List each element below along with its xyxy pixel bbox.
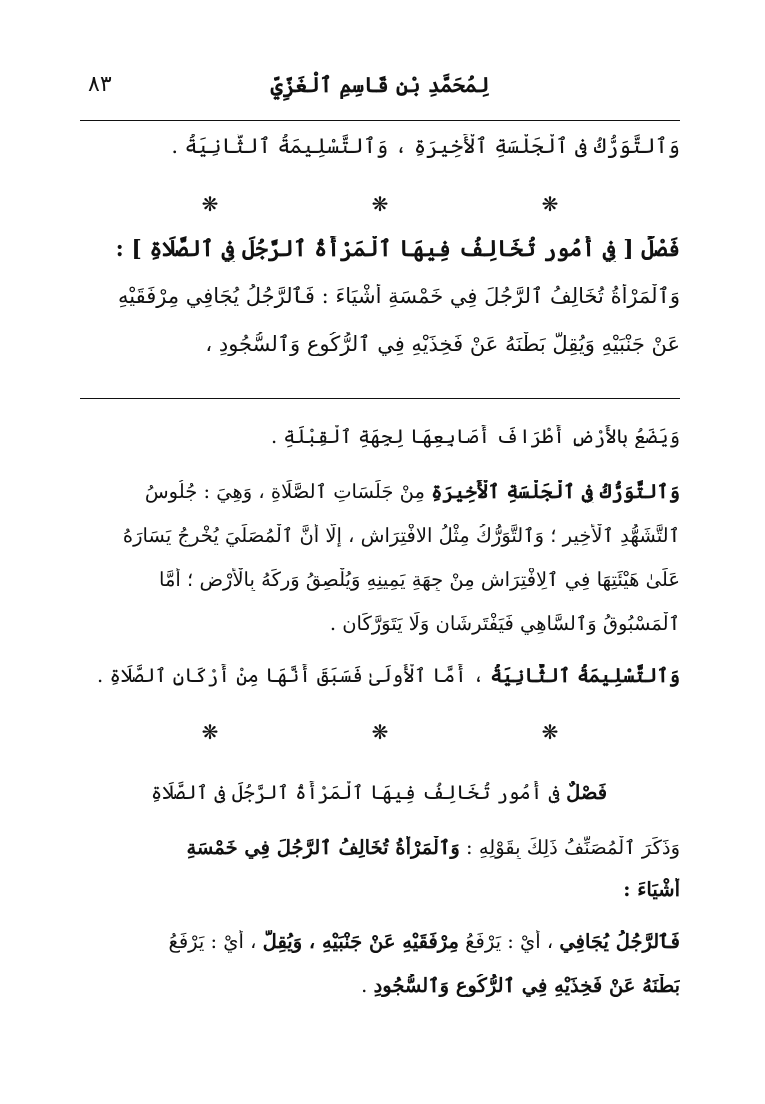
quoted-matn: بَطْنَهُ عَنْ فَخِذَيْهِ فِي ٱلرُّكُوعِ وَٱلسُّجُودِ (373, 974, 680, 997)
sharh-chapter-heading (78, 781, 680, 804)
asterism-glyph: ❋ (201, 192, 219, 216)
matn-chapter-heading: فَصْلٌ [ فِي أُمُورٍ تُخَالِفُ فِيهَا ٱلْمَرْأَةُ ٱلرَّجُلَ فِي ٱلصَّلَاةِ ] : (115, 236, 680, 262)
commentary-text: مِنْ جَلَسَاتِ ٱلصَّلَاةِ ، وَهِيَ : جُلُوسُ (144, 480, 425, 503)
asterism-glyph: ❋ (201, 720, 219, 744)
asterism-glyph: ❋ (371, 192, 389, 216)
sharh-paragraph-2-line-4: ٱلْمَسْبُوقُ وَٱلسَّاهِي فَيَفْتَرِشَانِ وَلَا يَتَوَرَّكَانِ . (329, 612, 680, 635)
commentary-text: ، أَيْ : يَرْفَعُ (465, 930, 554, 953)
matn-line-3: عَنْ جَنْبَيْهِ وَيُقِلُّ بَطْنَهُ عَنْ فَخِذَيْهِ فِي ٱلرُّكُوعِ وَٱلسُّجُودِ ، (205, 332, 680, 356)
sharh-paragraph-5-line-1 (78, 930, 680, 953)
quoted-matn: فَصْلٌ (566, 781, 608, 804)
quoted-matn: أَشْيَاءَ : (623, 878, 680, 901)
quoted-matn: فَٱلرَّجُلُ يُجَافِي (559, 930, 680, 953)
sharh-paragraph-4-line-1 (78, 836, 680, 859)
quoted-matn: وَٱلتَّسْلِيمَةُ ٱلثَّانِيَةُ (490, 664, 680, 687)
asterism-glyph: ❋ (541, 192, 559, 216)
matn-section-separator (200, 192, 560, 216)
asterism-glyph: ❋ (371, 720, 389, 744)
sharh-paragraph-2-line-3: عَلَىٰ هَيْئَتِهَا فِي ٱلِافْتِرَاشِ مِنْ جِهَةِ يَمِينِهِ وَيُلْصِقُ وَرِكَهُ بِالْأَرْضِ ؛ أَمَّا (159, 568, 680, 591)
commentary-text: . (361, 974, 368, 997)
quoted-matn: وَٱلتَّوَرُّكُ فِي ٱلْجَلْسَةِ ٱلْأَخِيرَةِ (431, 480, 680, 503)
quoted-matn: مِرْفَقَيْهِ عَنْ جَنْبَيْهِ ، وَيُقِلُّ (262, 930, 459, 953)
quoted-matn: وَٱلْمَرْأَةُ تُخَالِفُ ٱلرَّجُلَ فِي خَمْسَةِ (186, 836, 460, 859)
sharh-paragraph-3 (78, 664, 680, 687)
sharh-paragraph-2-line-2: ٱلتَّشَهُّدِ ٱلْأَخِيرِ ؛ وَٱلتَّوَرُّكُ مِثْلُ الافْتِرَاشِ ، إِلَّا أَنَّ ٱلْمُصَلِّيَ يُخْرِجُ يَسَارَهُ (122, 524, 680, 547)
header-rule (80, 120, 680, 121)
matn-line-2: وَٱلْمَرْأَةُ تُخَالِفُ ٱلرَّجُلَ فِي خَمْسَةِ أَشْيَاءَ : فَٱلرَّجُلُ يُجَافِي مِرْفَقَيْهِ (117, 284, 680, 308)
commentary-text: ، أَمَّا ٱلْأُولَىٰ فَسَبَقَ أَنَّهَا مِنْ أَرْكَانِ ٱلصَّلَاةِ . (97, 664, 485, 687)
sharh-paragraph-1: وَيَضَعُ بِالأَرْضِ أَطْرَافَ أَصَابِعِهَا لِجِهَةِ ٱلْقِبْلَةِ . (270, 425, 680, 448)
matn-line-1: وَٱلتَّوَرُّكُ فِي ٱلْجَلْسَةِ ٱلْأَخِيرَةِ ، وَٱلتَّسْلِيمَةُ ٱلثَّانِيَةُ . (171, 134, 680, 158)
running-header-title: لِمُحَمَّدِ بْنِ قَاسِمِ ٱلْغَزِّيِّ (270, 72, 490, 97)
sharh-paragraph-4-line-2 (78, 878, 680, 901)
sharh-section-separator (200, 720, 560, 744)
matn-sharh-separator-rule (80, 398, 680, 399)
commentary-text: فِي أُمُورٍ تُخَالِفُ فِيهَا ٱلْمَرْأَةُ ٱلرَّجُلَ فِي ٱلصَّلَاةِ (150, 781, 560, 804)
sharh-paragraph-2-line-1 (78, 480, 680, 503)
page-number: ٨٣ (88, 72, 112, 97)
commentary-text: ، أَيْ : يَرْفَعُ (168, 930, 257, 953)
sharh-paragraph-5-line-2 (78, 974, 680, 997)
asterism-glyph: ❋ (541, 720, 559, 744)
commentary-text: وَذَكَرَ ٱلْمُصَنِّفُ ذَلِكَ بِقَوْلِهِ : (466, 836, 680, 859)
